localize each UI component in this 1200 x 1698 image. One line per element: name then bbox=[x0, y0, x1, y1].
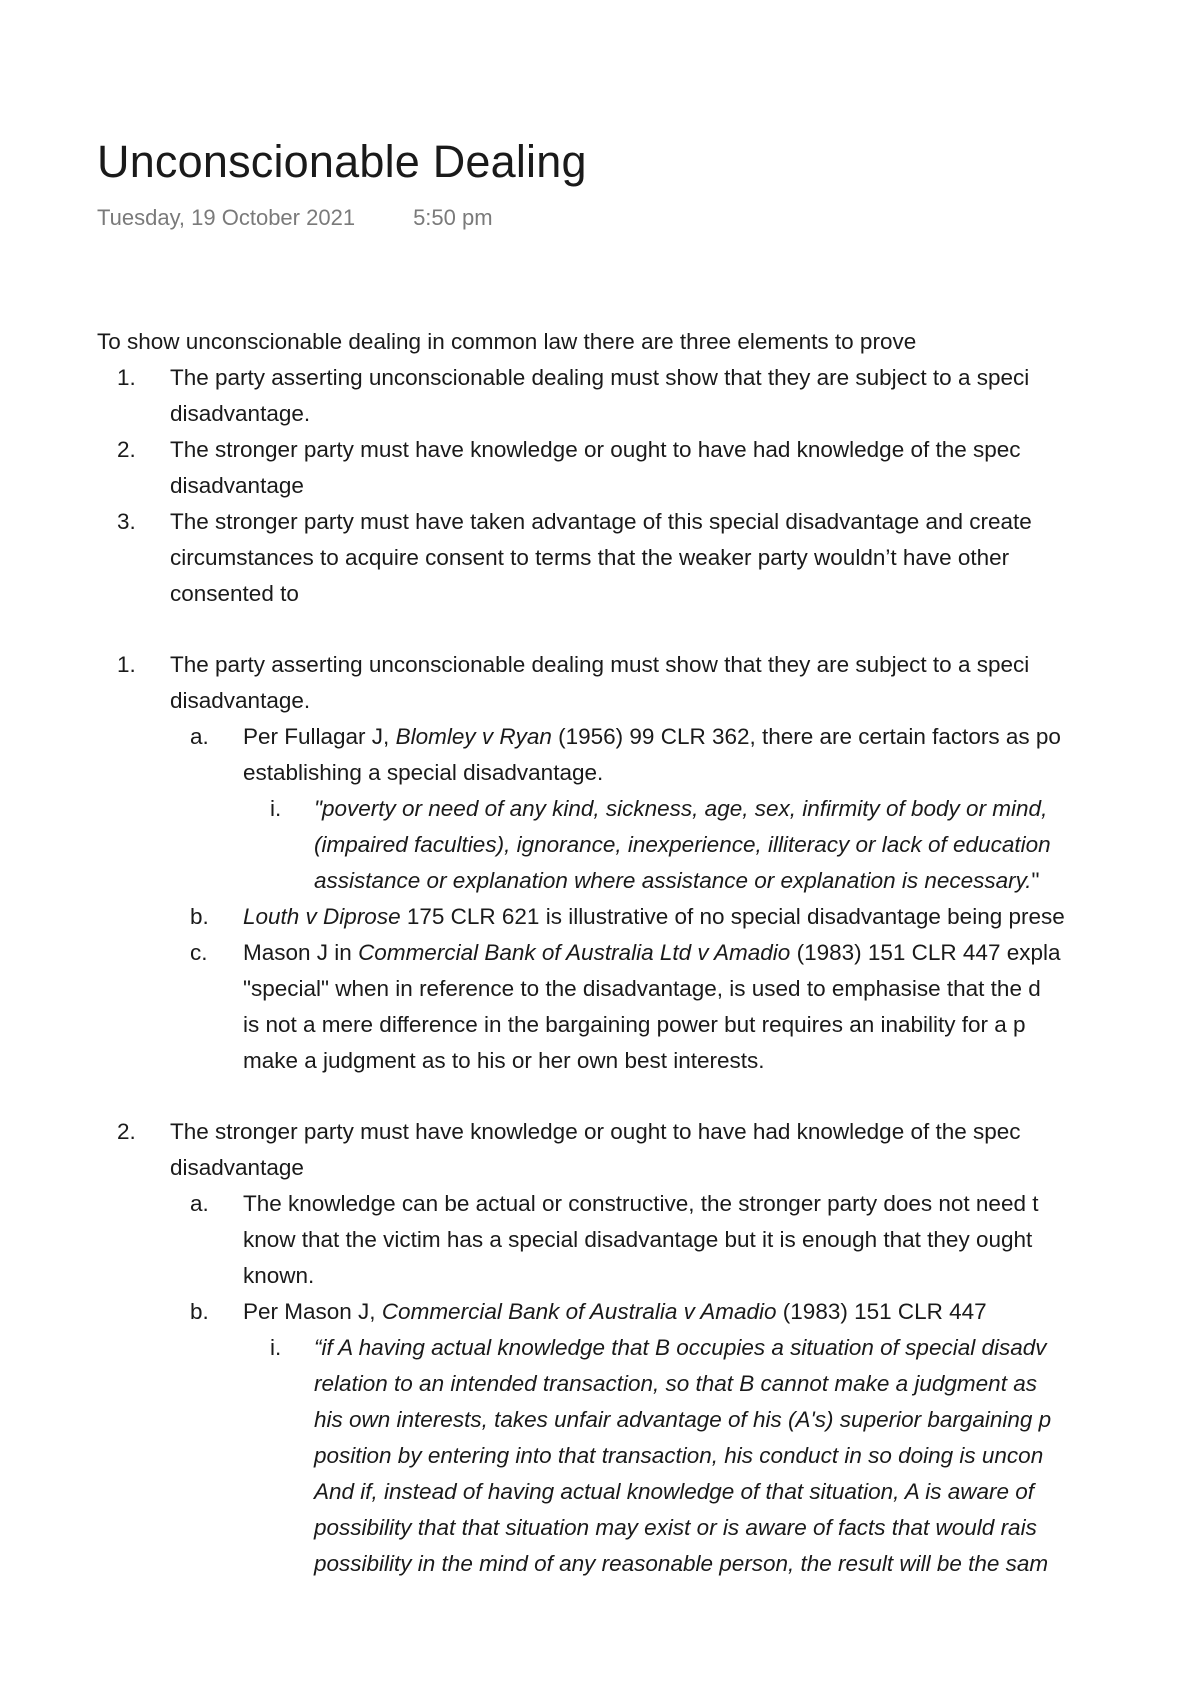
page-meta bbox=[97, 205, 493, 231]
list-marker: a. bbox=[190, 1191, 209, 1216]
quote-item-cont bbox=[0, 1438, 1200, 1474]
list-text bbox=[243, 899, 1065, 935]
list-text: The party asserting unconscionable dealing must show that they are subject to a speci bbox=[170, 652, 1030, 677]
list-item-cont bbox=[0, 683, 1200, 719]
list-item bbox=[0, 360, 1200, 396]
sub-item-cont bbox=[0, 1007, 1200, 1043]
sub-item-cont bbox=[0, 1258, 1200, 1294]
list-marker: b. bbox=[190, 1299, 209, 1324]
quote-text: "poverty or need of any kind, sickness, age, sex, infirmity of body or mind, bbox=[314, 796, 1048, 821]
page-date: Tuesday, 19 October 2021 bbox=[97, 205, 356, 230]
spacer bbox=[0, 1079, 1200, 1114]
quote-text bbox=[314, 863, 1039, 899]
intro-text: To show unconscionable dealing in common law there are three elements to prove bbox=[97, 329, 917, 354]
list-text: disadvantage. bbox=[170, 401, 311, 426]
sub-item-cont bbox=[0, 1222, 1200, 1258]
text-run: (1983) 151 CLR 447 expla bbox=[790, 940, 1061, 965]
quote-text: position by entering into that transaction, his conduct in so doing is uncon bbox=[314, 1443, 1044, 1468]
list-item-cont bbox=[0, 576, 1200, 612]
page-title: Unconscionable Dealing bbox=[97, 136, 587, 187]
list-text: "special" when in reference to the disadvantage, is used to emphasise that the d bbox=[243, 976, 1041, 1001]
text-run: Per Fullagar J, bbox=[243, 724, 396, 749]
list-marker: i. bbox=[270, 1335, 282, 1360]
list-text: consented to bbox=[170, 581, 299, 606]
text-run: assistance or explanation where assistance or explanation is necessary. bbox=[314, 868, 1032, 893]
list-text bbox=[243, 1294, 987, 1330]
list-text: The stronger party must have taken advantage of this special disadvantage and create bbox=[170, 509, 1032, 534]
quote-item-cont bbox=[0, 1366, 1200, 1402]
quote-item-cont bbox=[0, 827, 1200, 863]
case-name: Blomley v Ryan bbox=[395, 724, 552, 749]
list-text: know that the victim has a special disadvantage but it is enough that they ought bbox=[243, 1227, 1033, 1252]
list-item bbox=[0, 647, 1200, 683]
quote-text: possibility that that situation may exist or is aware of facts that would rais bbox=[314, 1515, 1037, 1540]
sub-item-cont bbox=[0, 755, 1200, 791]
list-marker: 2. bbox=[117, 437, 136, 462]
list-text: disadvantage bbox=[170, 473, 304, 498]
list-text: The knowledge can be actual or constructive, the stronger party does not need t bbox=[243, 1191, 1039, 1216]
quote-text: relation to an intended transaction, so that B cannot make a judgment as bbox=[314, 1371, 1037, 1396]
sub-item-cont bbox=[0, 1043, 1200, 1079]
list-text: disadvantage bbox=[170, 1155, 304, 1180]
quote-text: (impaired faculties), ignorance, inexperience, illiteracy or lack of education bbox=[314, 832, 1051, 857]
list-text: make a judgment as to his or her own best interests. bbox=[243, 1048, 765, 1073]
list-marker: 1. bbox=[117, 365, 136, 390]
text-run: " bbox=[1031, 868, 1040, 893]
list-text bbox=[243, 935, 1061, 971]
list-item-cont bbox=[0, 540, 1200, 576]
quote-item-cont bbox=[0, 863, 1200, 899]
spacer bbox=[0, 612, 1200, 647]
quote-item bbox=[0, 791, 1200, 827]
sub-item bbox=[0, 719, 1200, 755]
text-run: Per Mason J, bbox=[243, 1299, 382, 1324]
list-marker: 1. bbox=[117, 652, 136, 677]
quote-text: possibility in the mind of any reasonable person, the result will be the sam bbox=[314, 1551, 1049, 1576]
case-name: Commercial Bank of Australia v Amadio bbox=[381, 1299, 777, 1324]
list-text: The party asserting unconscionable dealing must show that they are subject to a speci bbox=[170, 365, 1030, 390]
list-marker: a. bbox=[190, 724, 209, 749]
list-text bbox=[243, 719, 1061, 755]
quote-item-cont bbox=[0, 1546, 1200, 1582]
list-text: disadvantage. bbox=[170, 688, 311, 713]
list-text: establishing a special disadvantage. bbox=[243, 760, 604, 785]
text-run: (1956) 99 CLR 362, there are certain factors as po bbox=[551, 724, 1061, 749]
text-run: Mason J in bbox=[243, 940, 359, 965]
list-text: known. bbox=[243, 1263, 315, 1288]
quote-text: And if, instead of having actual knowledge of that situation, A is aware of bbox=[314, 1479, 1035, 1504]
text-run: (1983) 151 CLR 447 bbox=[776, 1299, 987, 1324]
list-item bbox=[0, 504, 1200, 540]
quote-text: his own interests, takes unfair advantage of his (A's) superior bargaining p bbox=[314, 1407, 1052, 1432]
list-marker: c. bbox=[190, 940, 208, 965]
sub-item-cont bbox=[0, 971, 1200, 1007]
list-text: is not a mere difference in the bargaining power but requires an inability for a p bbox=[243, 1012, 1026, 1037]
quote-item-cont bbox=[0, 1510, 1200, 1546]
list-marker: b. bbox=[190, 904, 209, 929]
list-item-cont bbox=[0, 396, 1200, 432]
list-item bbox=[0, 432, 1200, 468]
intro-line bbox=[0, 324, 1200, 360]
sub-item bbox=[0, 1294, 1200, 1330]
list-marker: 3. bbox=[117, 509, 136, 534]
text-run: 175 CLR 621 is illustrative of no special disadvantage being prese bbox=[400, 904, 1065, 929]
quote-item bbox=[0, 1330, 1200, 1366]
sub-item bbox=[0, 1186, 1200, 1222]
list-text: The stronger party must have knowledge or ought to have had knowledge of the spec bbox=[170, 437, 1021, 462]
case-name: Commercial Bank of Australia Ltd v Amadio bbox=[358, 940, 791, 965]
list-marker: 2. bbox=[117, 1119, 136, 1144]
quote-item-cont bbox=[0, 1474, 1200, 1510]
sub-item bbox=[0, 935, 1200, 971]
case-name: Louth v Diprose bbox=[243, 904, 401, 929]
list-text: The stronger party must have knowledge or ought to have had knowledge of the spec bbox=[170, 1119, 1021, 1144]
quote-text: “if A having actual knowledge that B occupies a situation of special disadv bbox=[314, 1335, 1047, 1360]
note-body bbox=[0, 324, 1200, 1582]
list-item-cont bbox=[0, 1150, 1200, 1186]
list-item bbox=[0, 1114, 1200, 1150]
list-text: circumstances to acquire consent to terms that the weaker party wouldn’t have other bbox=[170, 545, 1010, 570]
page-time: 5:50 pm bbox=[413, 205, 493, 230]
quote-item-cont bbox=[0, 1402, 1200, 1438]
list-marker: i. bbox=[270, 796, 282, 821]
list-item-cont bbox=[0, 468, 1200, 504]
sub-item bbox=[0, 899, 1200, 935]
